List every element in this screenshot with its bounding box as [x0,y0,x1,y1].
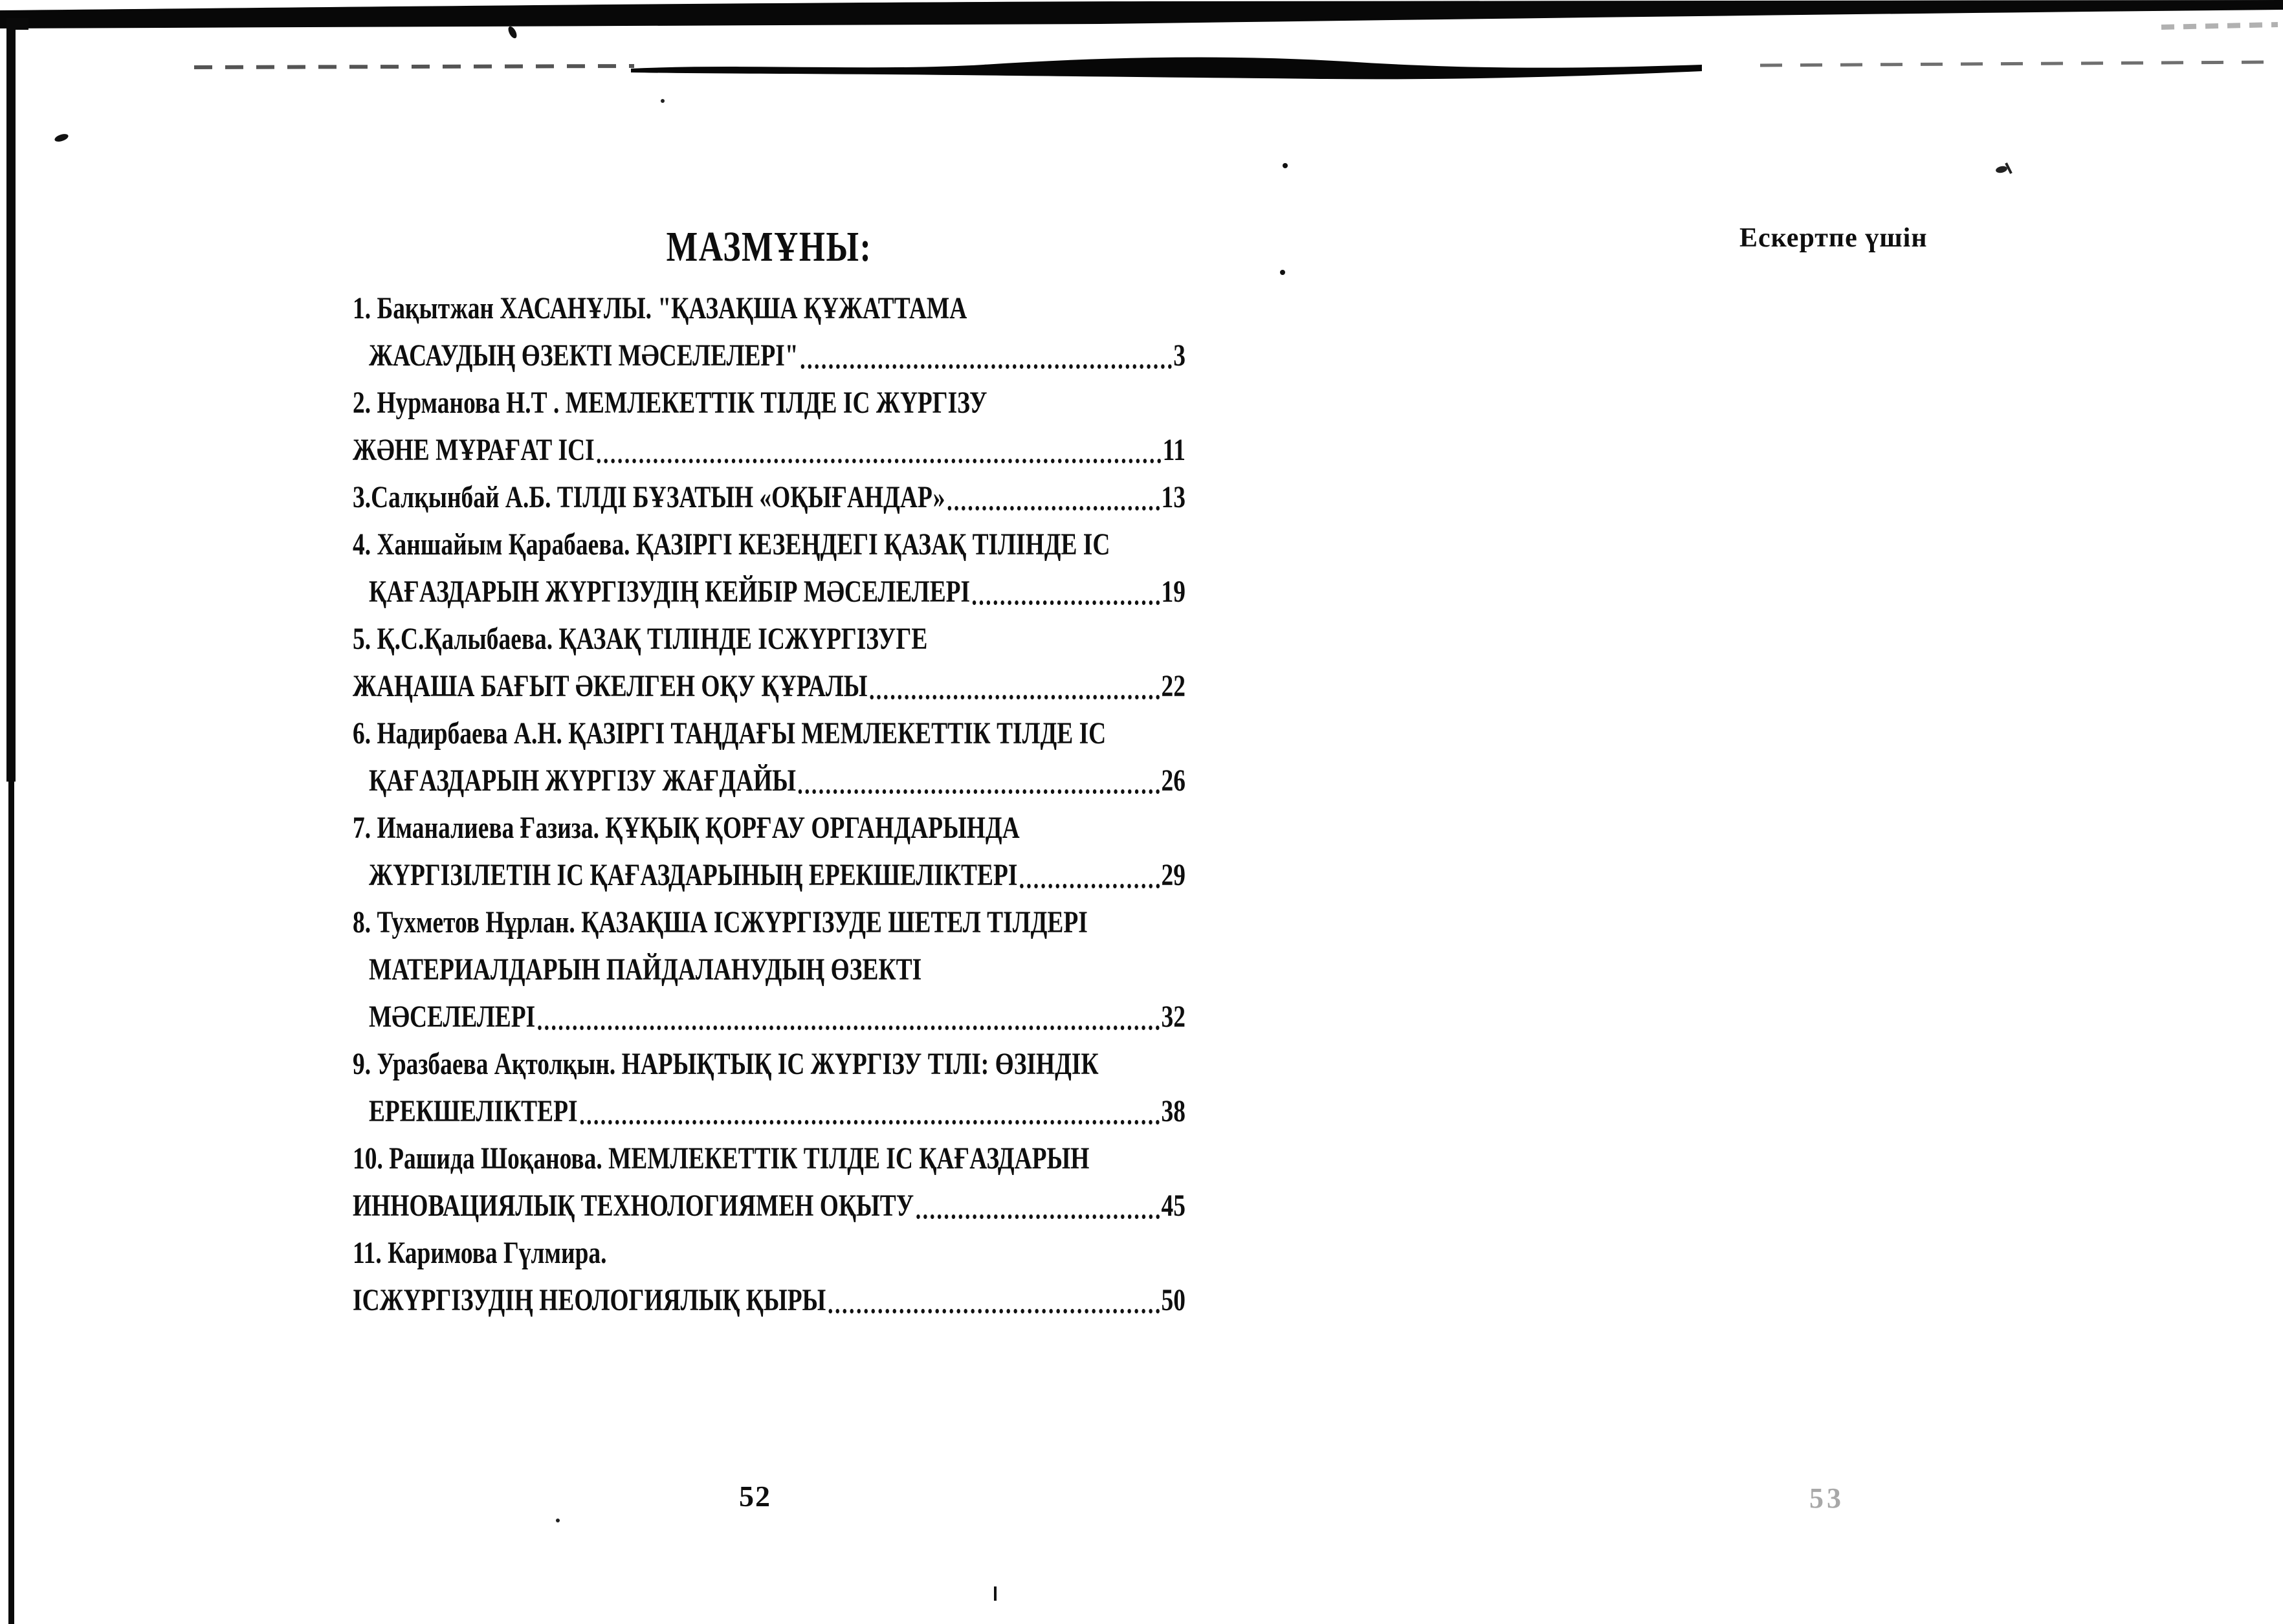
dot-leader [799,780,1160,794]
scan-artifact-dashed-rule-right [1760,62,2265,65]
scan-speck [1280,270,1285,275]
dot-leader [580,1111,1160,1125]
toc-entry-text: 4. Ханшайым Қарабаева. ҚАЗІРГІ КЕЗЕҢДЕГІ ҚАЗАҚ ТІЛІНДЕ ІС [353,527,1110,562]
toc-entry-text: МӘСЕЛЕЛЕРІ [368,1000,536,1034]
toc-entry-text: 10. Рашида Шоқанова. МЕМЛЕКЕТТІК ТІЛДЕ ІС ҚАҒАЗДАРЫН [353,1141,1090,1176]
dot-leader [916,1205,1160,1219]
toc-page-number: 38 [1161,1094,1186,1128]
scan-speck [54,133,69,143]
scan-speck [556,1519,560,1522]
toc-entry-text: ҚАҒАЗДАРЫН ЖҮРГІЗУ ЖАҒДАЙЫ [368,763,797,798]
toc-entry-line [353,1277,1186,1324]
toc-page-number: 32 [1161,1000,1186,1034]
toc-entry-line [353,899,1186,946]
toc-entry-line [353,1088,1186,1135]
toc-entry-text: ЖАСАУДЫҢ ӨЗЕКТІ МӘСЕЛЕЛЕРІ" [368,338,799,373]
toc-entry-text: 1. Бақытжан ХАСАНҰЛЫ. "ҚАЗАҚША ҚҰЖАТТАМА [353,291,967,325]
toc-page-number: 11 [1162,433,1186,467]
dot-leader [538,1016,1160,1030]
toc-page-number: 26 [1161,763,1186,798]
toc-title: МАЗМҰНЫ: [666,223,872,270]
toc-entry-text: 6. Надирбаева А.Н. ҚАЗІРГІ ТАҢДАҒЫ МЕМЛЕКЕТТІК ТІЛДЕ ІС [353,716,1107,751]
toc-entry-text: ҚАҒАЗДАРЫН ЖҮРГІЗУДІҢ КЕЙБІР МӘСЕЛЕЛЕРІ [368,575,971,609]
toc-entry-text: ЕРЕКШЕЛІКТЕРІ [368,1094,578,1128]
dot-leader [1020,875,1160,888]
toc-entry-line [353,710,1186,757]
dot-leader [801,355,1172,369]
dot-leader [947,497,1160,510]
scan-speck [1995,165,2008,174]
dot-leader [597,450,1162,463]
toc-entry-text: 5. Қ.С.Қалыбаева. ҚАЗАҚ ТІЛІНДЕ ІСЖҮРГІЗУГЕ [353,622,928,656]
toc-entry-line [353,757,1186,804]
toc-entry-line [353,1135,1186,1182]
toc-page-number: 45 [1161,1189,1186,1223]
toc-entry-line [353,521,1186,568]
toc-entry-text: ЖӘНЕ МҰРАҒАТ ІСІ [353,433,595,467]
table-of-contents [353,285,1186,1324]
left-page-number: 52 [739,1480,771,1513]
toc-entry-line [353,804,1186,851]
dot-leader [828,1300,1160,1313]
toc-entry-line [353,946,1186,993]
scan-speck [994,1586,997,1601]
scan-artifact-ink-streak [631,58,1702,80]
toc-entry-line [353,426,1186,474]
toc-entry-text: ЖАҢАША БАҒЫТ ӘКЕЛГЕН ОҚУ ҚҰРАЛЫ [353,669,868,703]
toc-entry-text: 8. Тухметов Нұрлан. ҚАЗАҚША ІСЖҮРГІЗУДЕ ШЕТЕЛ ТІЛДЕРІ [353,905,1088,939]
right-page-number: 53 [1809,1482,1844,1514]
toc-entry-text: МАТЕРИАЛДАРЫН ПАЙДАЛАНУДЫҢ ӨЗЕКТІ [368,952,922,987]
toc-entry-line [353,993,1186,1040]
toc-entry-text: ІСЖҮРГІЗУДІҢ НЕОЛОГИЯЛЫҚ ҚЫРЫ [353,1283,826,1317]
notes-page-header: Ескертпе үшін [1739,223,1928,253]
scan-artifact-top-bar [0,0,2283,28]
toc-entry-line [353,285,1186,332]
toc-entry-line [353,851,1186,899]
dot-leader [870,686,1160,699]
toc-entry-text: 9. Уразбаева Ақтолқын. НАРЫҚТЫҚ ІС ЖҮРГІЗУ ТІЛІ: ӨЗІНДІК [353,1047,1099,1081]
toc-page-number: 13 [1161,480,1186,514]
toc-entry-line [353,615,1186,663]
toc-entry-text: 7. Иманалиева Ғазиза. ҚҰҚЫҚ ҚОРҒАУ ОРГАНДАРЫНДА [353,811,1020,845]
toc-entry-line [353,379,1186,426]
scan-speck [661,99,665,103]
toc-page-number: 19 [1161,575,1186,609]
toc-entry-line [353,1040,1186,1088]
toc-page-number: 29 [1161,858,1186,892]
toc-page-number: 50 [1161,1283,1186,1317]
toc-page-number: 22 [1161,669,1186,703]
scan-speck [507,25,518,39]
toc-entry-line [353,1229,1186,1277]
scan-artifact-page-edge-lower [8,776,14,1624]
toc-entry-line [353,568,1186,615]
scan-artifact-dashed-rule-left [194,66,634,67]
scan-speck [1283,163,1288,168]
toc-entry-text: ЖҮРГІЗІЛЕТІН ІС ҚАҒАЗДАРЫНЫҢ ЕРЕКШЕЛІКТЕРІ [368,858,1018,892]
dot-leader [973,591,1160,605]
toc-entry-line [353,474,1186,521]
toc-entry-line [353,1182,1186,1229]
scan-artifact-page-edge [6,18,16,782]
toc-entry-text: 11. Каримова Гүлмира. [353,1236,607,1270]
toc-entry-text: 3.Салқынбай А.Б. ТІЛДІ БҰЗАТЫН «ОҚЫҒАНДАР» [353,480,945,514]
toc-entry-text: ИННОВАЦИЯЛЫҚ ТЕХНОЛОГИЯМЕН ОҚЫТУ [353,1189,914,1223]
toc-entry-text: 2. Нурманова Н.Т . МЕМЛЕКЕТТІК ТІЛДЕ ІС ЖҮРГІЗУ [353,386,987,420]
toc-entry-line [353,332,1186,379]
toc-entry-line [353,663,1186,710]
toc-page-number: 3 [1173,338,1186,373]
